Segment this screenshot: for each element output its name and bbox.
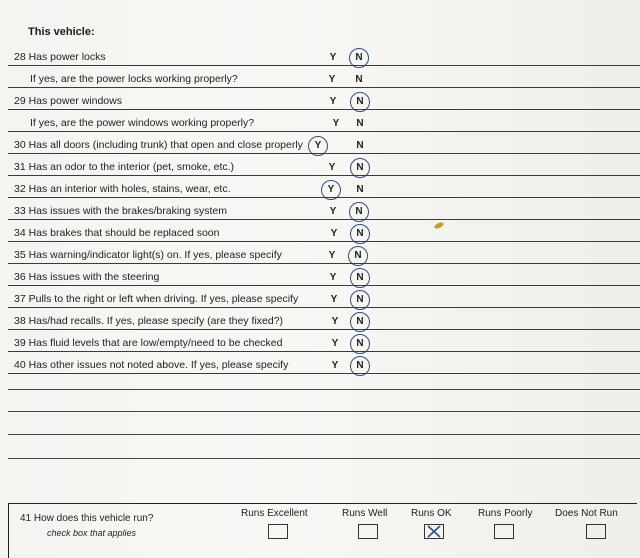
question-row: [0, 308, 640, 330]
answer-no[interactable]: N: [354, 360, 366, 371]
answer-no[interactable]: N: [354, 162, 366, 173]
check-x-icon: [425, 525, 443, 538]
blank-line: [8, 411, 640, 412]
answer-no[interactable]: N: [356, 184, 364, 195]
answer-yes[interactable]: Y: [329, 52, 337, 63]
answer-no[interactable]: N: [354, 272, 366, 283]
answer-no[interactable]: N: [354, 228, 366, 239]
question-row: [0, 132, 640, 154]
option-label-runs-ok: Runs OK: [411, 508, 452, 519]
answer-no[interactable]: N: [353, 206, 365, 217]
question-row: [0, 154, 640, 176]
blank-line: [8, 434, 640, 435]
question-row: [0, 176, 640, 198]
option-label-runs-well: Runs Well: [342, 508, 388, 519]
answer-no[interactable]: N: [354, 316, 366, 327]
question-text: If yes, are the power windows working properly?: [30, 117, 255, 129]
question-text: If yes, are the power locks working properly?: [30, 73, 238, 85]
checkbox-runs-poorly[interactable]: [494, 524, 514, 539]
answer-yes[interactable]: Y: [329, 96, 337, 107]
blank-line: [8, 389, 640, 390]
form-heading: This vehicle:: [28, 26, 95, 38]
row-rule: [8, 373, 640, 374]
answer-yes[interactable]: Y: [329, 272, 337, 283]
checkbox-runs-excellent[interactable]: [268, 524, 288, 539]
answer-yes[interactable]: Y: [331, 360, 339, 371]
question-text: 32 Has an interior with holes, stains, wear, etc.: [14, 183, 231, 195]
question-text: 34 Has brakes that should be replaced soon: [14, 227, 220, 239]
checkbox-runs-ok[interactable]: [424, 524, 444, 539]
answer-yes[interactable]: Y: [325, 184, 337, 195]
question-row: [0, 330, 640, 352]
question-row: [0, 220, 640, 242]
checkbox-does-not-run[interactable]: [586, 524, 606, 539]
question-row: [0, 66, 640, 88]
answer-yes[interactable]: Y: [332, 118, 340, 129]
answer-no[interactable]: N: [354, 96, 366, 107]
question-text: 33 Has issues with the brakes/braking system: [14, 205, 228, 217]
option-label-runs-excellent: Runs Excellent: [241, 508, 308, 519]
question-row: [0, 88, 640, 110]
answer-yes[interactable]: Y: [328, 74, 336, 85]
question-row: [0, 44, 640, 66]
answer-no[interactable]: N: [355, 74, 363, 85]
question-row: [0, 242, 640, 264]
answer-no[interactable]: N: [356, 118, 364, 129]
question-text: 37 Pulls to the right or left when driving. If yes, please specify: [14, 293, 299, 305]
question-row: [0, 110, 640, 132]
question-text: 40 Has other issues not noted above. If yes, please specify: [14, 359, 289, 371]
blank-line: [8, 458, 640, 459]
question-text: 39 Has fluid levels that are low/empty/need to be checked: [14, 337, 283, 349]
answer-no[interactable]: N: [352, 250, 364, 261]
answer-yes[interactable]: Y: [328, 162, 336, 173]
answer-yes[interactable]: Y: [331, 338, 339, 349]
question-text: 30 Has all doors (including trunk) that open and close properly: [14, 139, 303, 151]
q41-instruction: check box that applies: [47, 528, 137, 538]
answer-yes[interactable]: Y: [331, 316, 339, 327]
question-text: 36 Has issues with the steering: [14, 271, 160, 283]
question-row: [0, 352, 640, 374]
question-text: 38 Has/had recalls. If yes, please specify (are they fixed?): [14, 315, 284, 327]
answer-no[interactable]: N: [354, 294, 366, 305]
answer-yes[interactable]: Y: [329, 206, 337, 217]
answer-no[interactable]: N: [354, 338, 366, 349]
answer-yes[interactable]: Y: [330, 228, 338, 239]
question-text: 35 Has warning/indicator light(s) on. If yes, please specify: [14, 249, 282, 261]
option-label-runs-poorly: Runs Poorly: [478, 508, 533, 519]
question-row: [0, 264, 640, 286]
question-text: 31 Has an odor to the interior (pet, smoke, etc.): [14, 161, 235, 173]
q41-label: 41 How does this vehicle run?: [20, 513, 154, 524]
question-text: 29 Has power windows: [14, 95, 122, 107]
answer-no[interactable]: N: [356, 140, 364, 151]
checkbox-runs-well[interactable]: [358, 524, 378, 539]
option-label-does-not-run: Does Not Run: [555, 508, 618, 519]
answer-yes[interactable]: Y: [312, 140, 324, 151]
question-text: 28 Has power locks: [14, 51, 106, 63]
question-row: [0, 198, 640, 220]
answer-yes[interactable]: Y: [330, 294, 338, 305]
question-row: [0, 286, 640, 308]
answer-yes[interactable]: Y: [328, 250, 336, 261]
answer-no[interactable]: N: [353, 52, 365, 63]
